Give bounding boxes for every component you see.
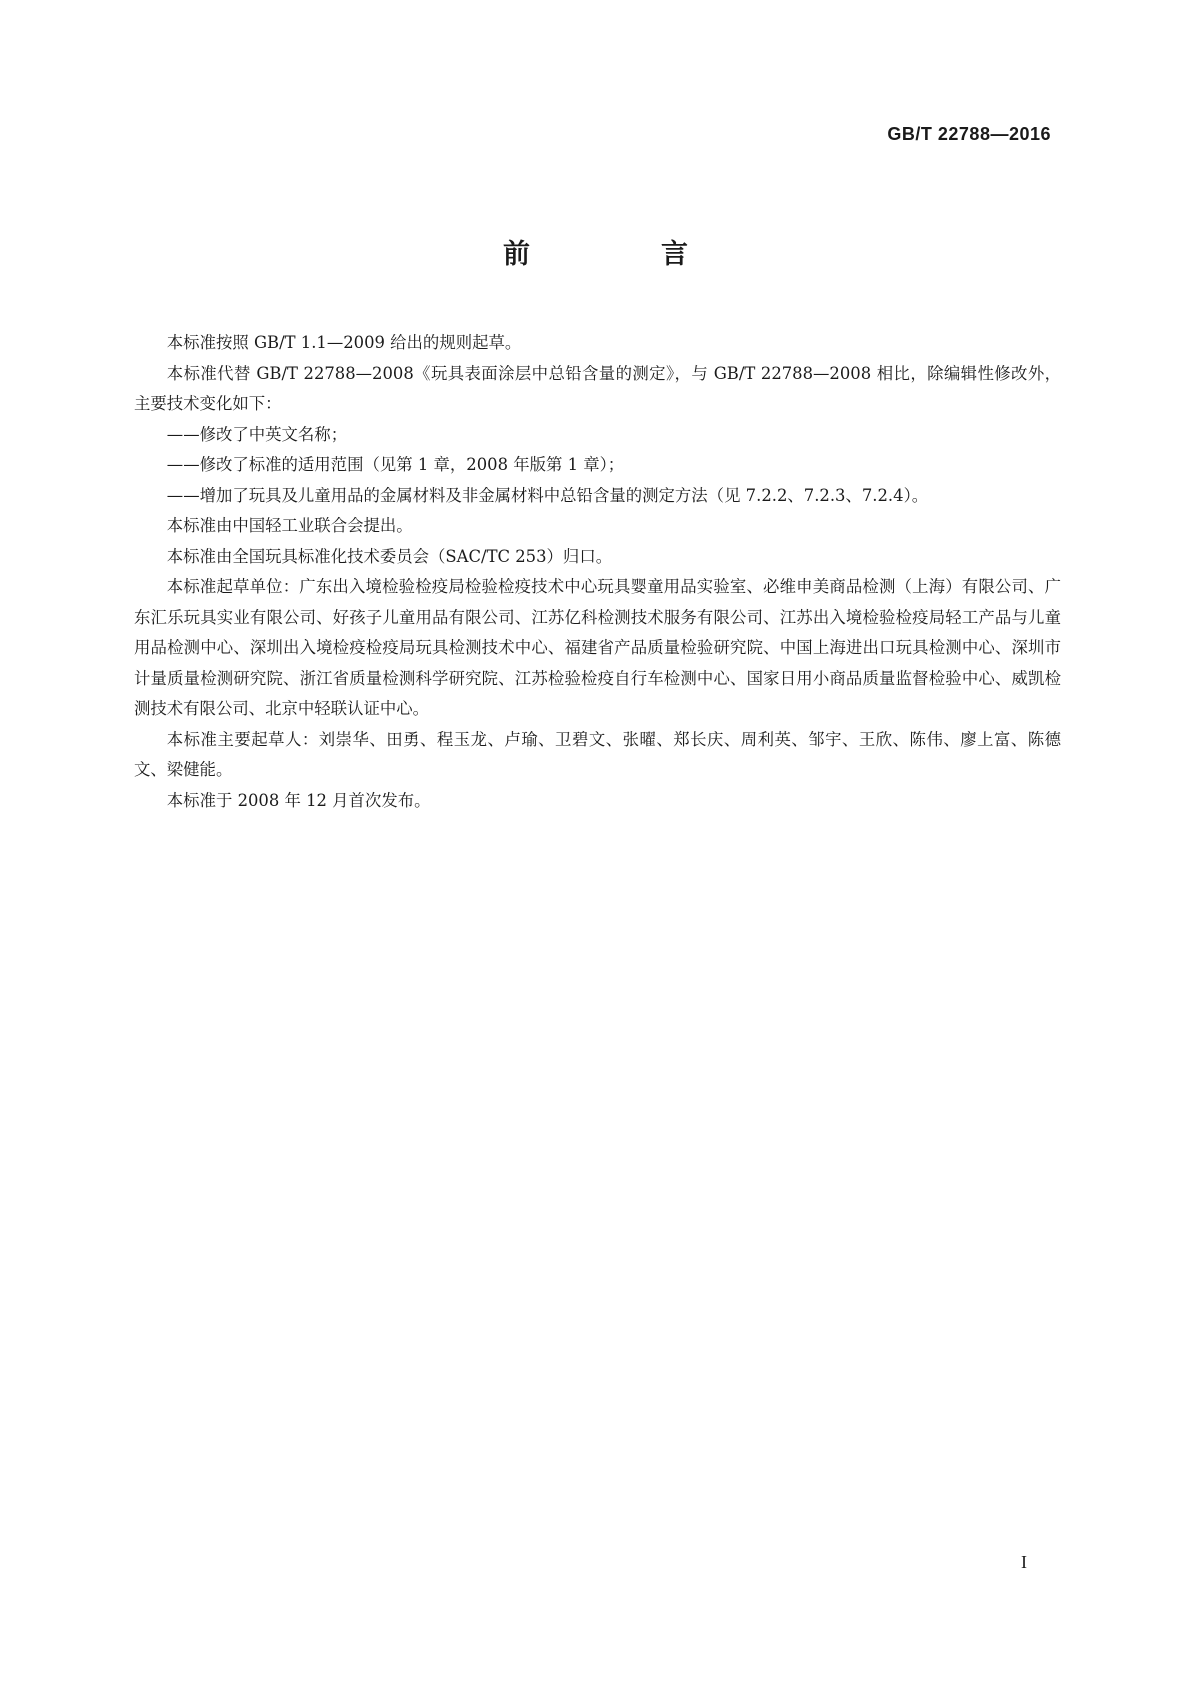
change-item-name: ——修改了中英文名称； bbox=[166, 424, 348, 444]
foreword-body bbox=[134, 328, 1061, 816]
paragraph-replacement: 本标准代替 GB/T 22788—2008《玩具表面涂层中总铅含量的测定》，与 GB/T 22788—2008 相比，除编辑性修改外，主要技术变化如下： bbox=[134, 363, 1061, 413]
page-number: I bbox=[1021, 1552, 1027, 1572]
paragraph-committee: 本标准由全国玩具标准化技术委员会（SAC/TC 253）归口。 bbox=[166, 546, 613, 566]
paragraph-proposer: 本标准由中国轻工业联合会提出。 bbox=[166, 516, 413, 535]
paragraph-drafting-rules: 本标准按照 GB/T 1.1—2009 给出的规则起草。 bbox=[166, 333, 522, 352]
standard-code: GB/T 22788—2016 bbox=[887, 124, 1051, 144]
page-title: 前 言 bbox=[503, 239, 740, 270]
paragraph-first-release: 本标准于 2008 年 12 月首次发布。 bbox=[166, 790, 431, 810]
paragraph-drafters: 本标准主要起草人：刘崇华、田勇、程玉龙、卢瑜、卫碧文、张曜、郑长庆、周利英、邹宇、王欣、陈伟、廖上富、陈德文、梁健能。 bbox=[134, 729, 1061, 779]
change-item-methods: ——增加了玩具及儿童用品的金属材料及非金属材料中总铅含量的测定方法（见 7.2.2、7.2.3、7.2.4）。 bbox=[166, 485, 929, 505]
paragraph-drafting-units: 本标准起草单位：广东出入境检验检疫局检验检疫技术中心玩具婴童用品实验室、必维申美商品检测（上海）有限公司、广东汇乐玩具实业有限公司、好孩子儿童用品有限公司、江苏亿科检测技术服务有限公司、江苏出入境检验检疫局轻工产品与儿童用品检测中心、深圳出入境检疫检疫局玩具检测技术中心、福建省产品质量检验研究院、中国上海进出口玩具检测中心、深圳市计量质量检测研究院、浙江省质量检测科学研究院、江苏检验检疫自行车检测中心、国家日用小商品质量监督检验中心、威凯检测技术有限公司、北京中轻联认证中心。 bbox=[134, 577, 1061, 718]
change-item-scope: ——修改了标准的适用范围（见第 1 章，2008 年版第 1 章）； bbox=[166, 455, 625, 474]
